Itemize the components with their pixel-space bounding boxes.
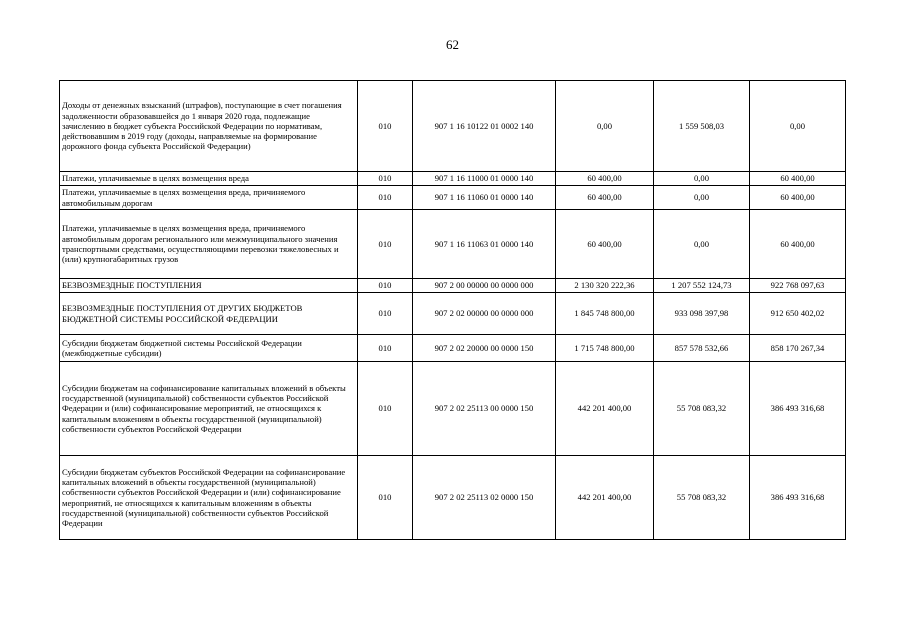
row-value-2: 0,00 [654, 172, 750, 186]
row-value-3: 60 400,00 [750, 172, 846, 186]
table-row [60, 210, 846, 279]
row-value-1: 60 400,00 [556, 210, 654, 279]
row-value-2: 933 098 397,98 [654, 293, 750, 335]
row-kbk: 907 2 02 25113 00 0000 150 [413, 362, 556, 456]
row-kbk: 907 1 16 11060 01 0000 140 [413, 186, 556, 210]
row-code: 010 [358, 362, 413, 456]
row-value-2: 0,00 [654, 186, 750, 210]
row-code: 010 [358, 210, 413, 279]
table-row [60, 172, 846, 186]
row-value-3: 912 650 402,02 [750, 293, 846, 335]
row-code: 010 [358, 293, 413, 335]
row-value-1: 442 201 400,00 [556, 456, 654, 540]
row-value-3: 60 400,00 [750, 186, 846, 210]
row-name: БЕЗВОЗМЕЗДНЫЕ ПОСТУПЛЕНИЯ [60, 279, 358, 293]
row-kbk: 907 2 02 20000 00 0000 150 [413, 335, 556, 362]
row-value-2: 1 207 552 124,73 [654, 279, 750, 293]
row-value-3: 386 493 316,68 [750, 362, 846, 456]
row-name: Платежи, уплачиваемые в целях возмещения вреда, причиняемого автомобильным дорогам [60, 186, 358, 210]
row-name: Субсидии бюджетам бюджетной системы Российской Федерации (межбюджетные субсидии) [60, 335, 358, 362]
row-value-1: 1 715 748 800,00 [556, 335, 654, 362]
table-row [60, 186, 846, 210]
row-kbk: 907 1 16 11063 01 0000 140 [413, 210, 556, 279]
row-value-1: 442 201 400,00 [556, 362, 654, 456]
row-name: Субсидии бюджетам субъектов Российской Федерации на софинансирование капитальных вложений в объекты государственной (муниципальной) собственности субъектов Российской Федерации и (или) софинансирование мероприятий, не относящихся к капитальным вложениям в объекты государственной (муниципальной) собственности субъектов Российской Федерации [60, 456, 358, 540]
row-value-2: 0,00 [654, 210, 750, 279]
row-code: 010 [358, 172, 413, 186]
row-kbk: 907 2 02 25113 02 0000 150 [413, 456, 556, 540]
row-code: 010 [358, 186, 413, 210]
row-value-2: 55 708 083,32 [654, 362, 750, 456]
table-row [60, 81, 846, 172]
row-value-3: 386 493 316,68 [750, 456, 846, 540]
table-row [60, 335, 846, 362]
row-name: Доходы от денежных взысканий (штрафов), поступающие в счет погашения задолженности образовавшейся до 1 января 2020 года, подлежащие зачислению в бюджет субъекта Российской Федерации по нормативам, действовавшим в 2019 году (доходы, направляемые на формирование дорожного фонда субъекта Российской Федерации) [60, 81, 358, 172]
row-code: 010 [358, 81, 413, 172]
row-name: Субсидии бюджетам на софинансирование капитальных вложений в объекты государственной (муниципальной) собственности субъектов Российской Федерации и (или) софинансирование мероприятий, не относящихся к капитальным вложениям в объекты государственной (муниципальной) собственности субъектов Российской Федерации [60, 362, 358, 456]
row-value-3: 922 768 097,63 [750, 279, 846, 293]
row-value-2: 1 559 508,03 [654, 81, 750, 172]
table-row [60, 279, 846, 293]
table-row [60, 293, 846, 335]
row-value-3: 0,00 [750, 81, 846, 172]
row-code: 010 [358, 335, 413, 362]
row-name: Платежи, уплачиваемые в целях возмещения вреда [60, 172, 358, 186]
row-code: 010 [358, 456, 413, 540]
row-value-1: 0,00 [556, 81, 654, 172]
budget-revenue-table [59, 80, 846, 540]
row-value-2: 55 708 083,32 [654, 456, 750, 540]
row-value-1: 1 845 748 800,00 [556, 293, 654, 335]
row-kbk: 907 1 16 10122 01 0002 140 [413, 81, 556, 172]
row-value-3: 60 400,00 [750, 210, 846, 279]
row-kbk: 907 1 16 11000 01 0000 140 [413, 172, 556, 186]
row-value-2: 857 578 532,66 [654, 335, 750, 362]
table-row [60, 456, 846, 540]
row-value-3: 858 170 267,34 [750, 335, 846, 362]
row-code: 010 [358, 279, 413, 293]
row-value-1: 60 400,00 [556, 172, 654, 186]
page-number: 62 [446, 37, 459, 52]
row-value-1: 2 130 320 222,36 [556, 279, 654, 293]
table-row [60, 362, 846, 456]
row-kbk: 907 2 02 00000 00 0000 000 [413, 293, 556, 335]
row-kbk: 907 2 00 00000 00 0000 000 [413, 279, 556, 293]
row-name: Платежи, уплачиваемые в целях возмещения вреда, причиняемого автомобильным дорогам регионального или межмуниципального значения транспортными средствами, осуществляющими перевозки тяжеловесных и (или) крупногабаритных грузов [60, 210, 358, 279]
row-name: БЕЗВОЗМЕЗДНЫЕ ПОСТУПЛЕНИЯ ОТ ДРУГИХ БЮДЖЕТОВ БЮДЖЕТНОЙ СИСТЕМЫ РОССИЙСКОЙ ФЕДЕРАЦИИ [60, 293, 358, 335]
row-value-1: 60 400,00 [556, 186, 654, 210]
